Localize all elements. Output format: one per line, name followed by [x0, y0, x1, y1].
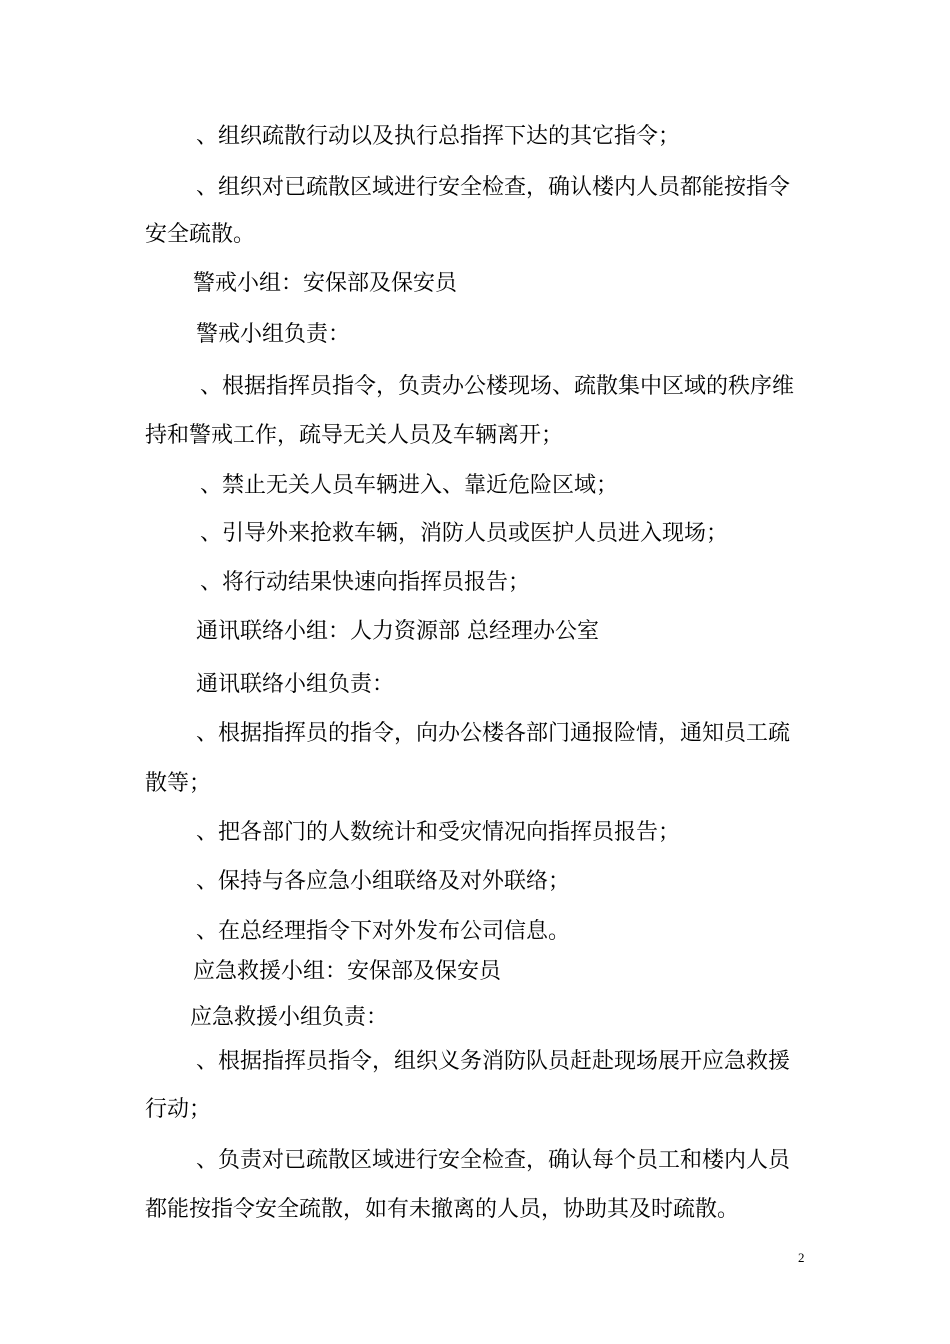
text-line: 、组织对已疏散区域进行安全检查，确认楼内人员都能按指令: [196, 175, 791, 200]
text-line: 、根据指挥员指令，组织义务消防队员赶赴现场展开应急救援: [196, 1049, 791, 1074]
page-number: 2: [798, 1250, 805, 1265]
text-line: 、把各部门的人数统计和受灾情况向指挥员报告；: [196, 820, 681, 845]
text-line: 持和警戒工作，疏导无关人员及车辆离开；: [145, 423, 564, 448]
text-line: 都能按指令安全疏散，如有未撤离的人员，协助其及时疏散。: [145, 1197, 740, 1222]
text-line: 、禁止无关人员车辆进入、靠近危险区域；: [200, 473, 619, 498]
text-line: 、根据指挥员的指令，向办公楼各部门通报险情，通知员工疏: [196, 721, 791, 746]
text-line: 、引导外来抢救车辆，消防人员或医护人员进入现场；: [200, 521, 729, 546]
section-heading: 应急救援小组：安保部及保安员: [193, 959, 502, 984]
section-heading: 警戒小组：安保部及保安员: [193, 271, 458, 296]
text-line: 、将行动结果快速向指挥员报告；: [200, 570, 531, 595]
text-line: 、根据指挥员指令，负责办公楼现场、疏散集中区域的秩序维: [200, 374, 795, 399]
text-line: 散等；: [145, 771, 212, 796]
text-line: 安全疏散。: [145, 222, 256, 247]
text-line: 、负责对已疏散区域进行安全检查，确认每个员工和楼内人员: [196, 1148, 791, 1173]
text-line: 、组织疏散行动以及执行总指挥下达的其它指令；: [196, 124, 681, 149]
text-line: 通讯联络小组负责：: [196, 672, 395, 697]
text-line: 警戒小组负责：: [196, 322, 351, 347]
section-heading: 通讯联络小组：人力资源部 总经理办公室: [196, 619, 599, 644]
text-line: 应急救援小组负责：: [190, 1005, 389, 1030]
text-line: 行动；: [145, 1097, 212, 1122]
text-line: 、保持与各应急小组联络及对外联络；: [196, 869, 571, 894]
text-line: 、在总经理指令下对外发布公司信息。: [196, 919, 571, 944]
